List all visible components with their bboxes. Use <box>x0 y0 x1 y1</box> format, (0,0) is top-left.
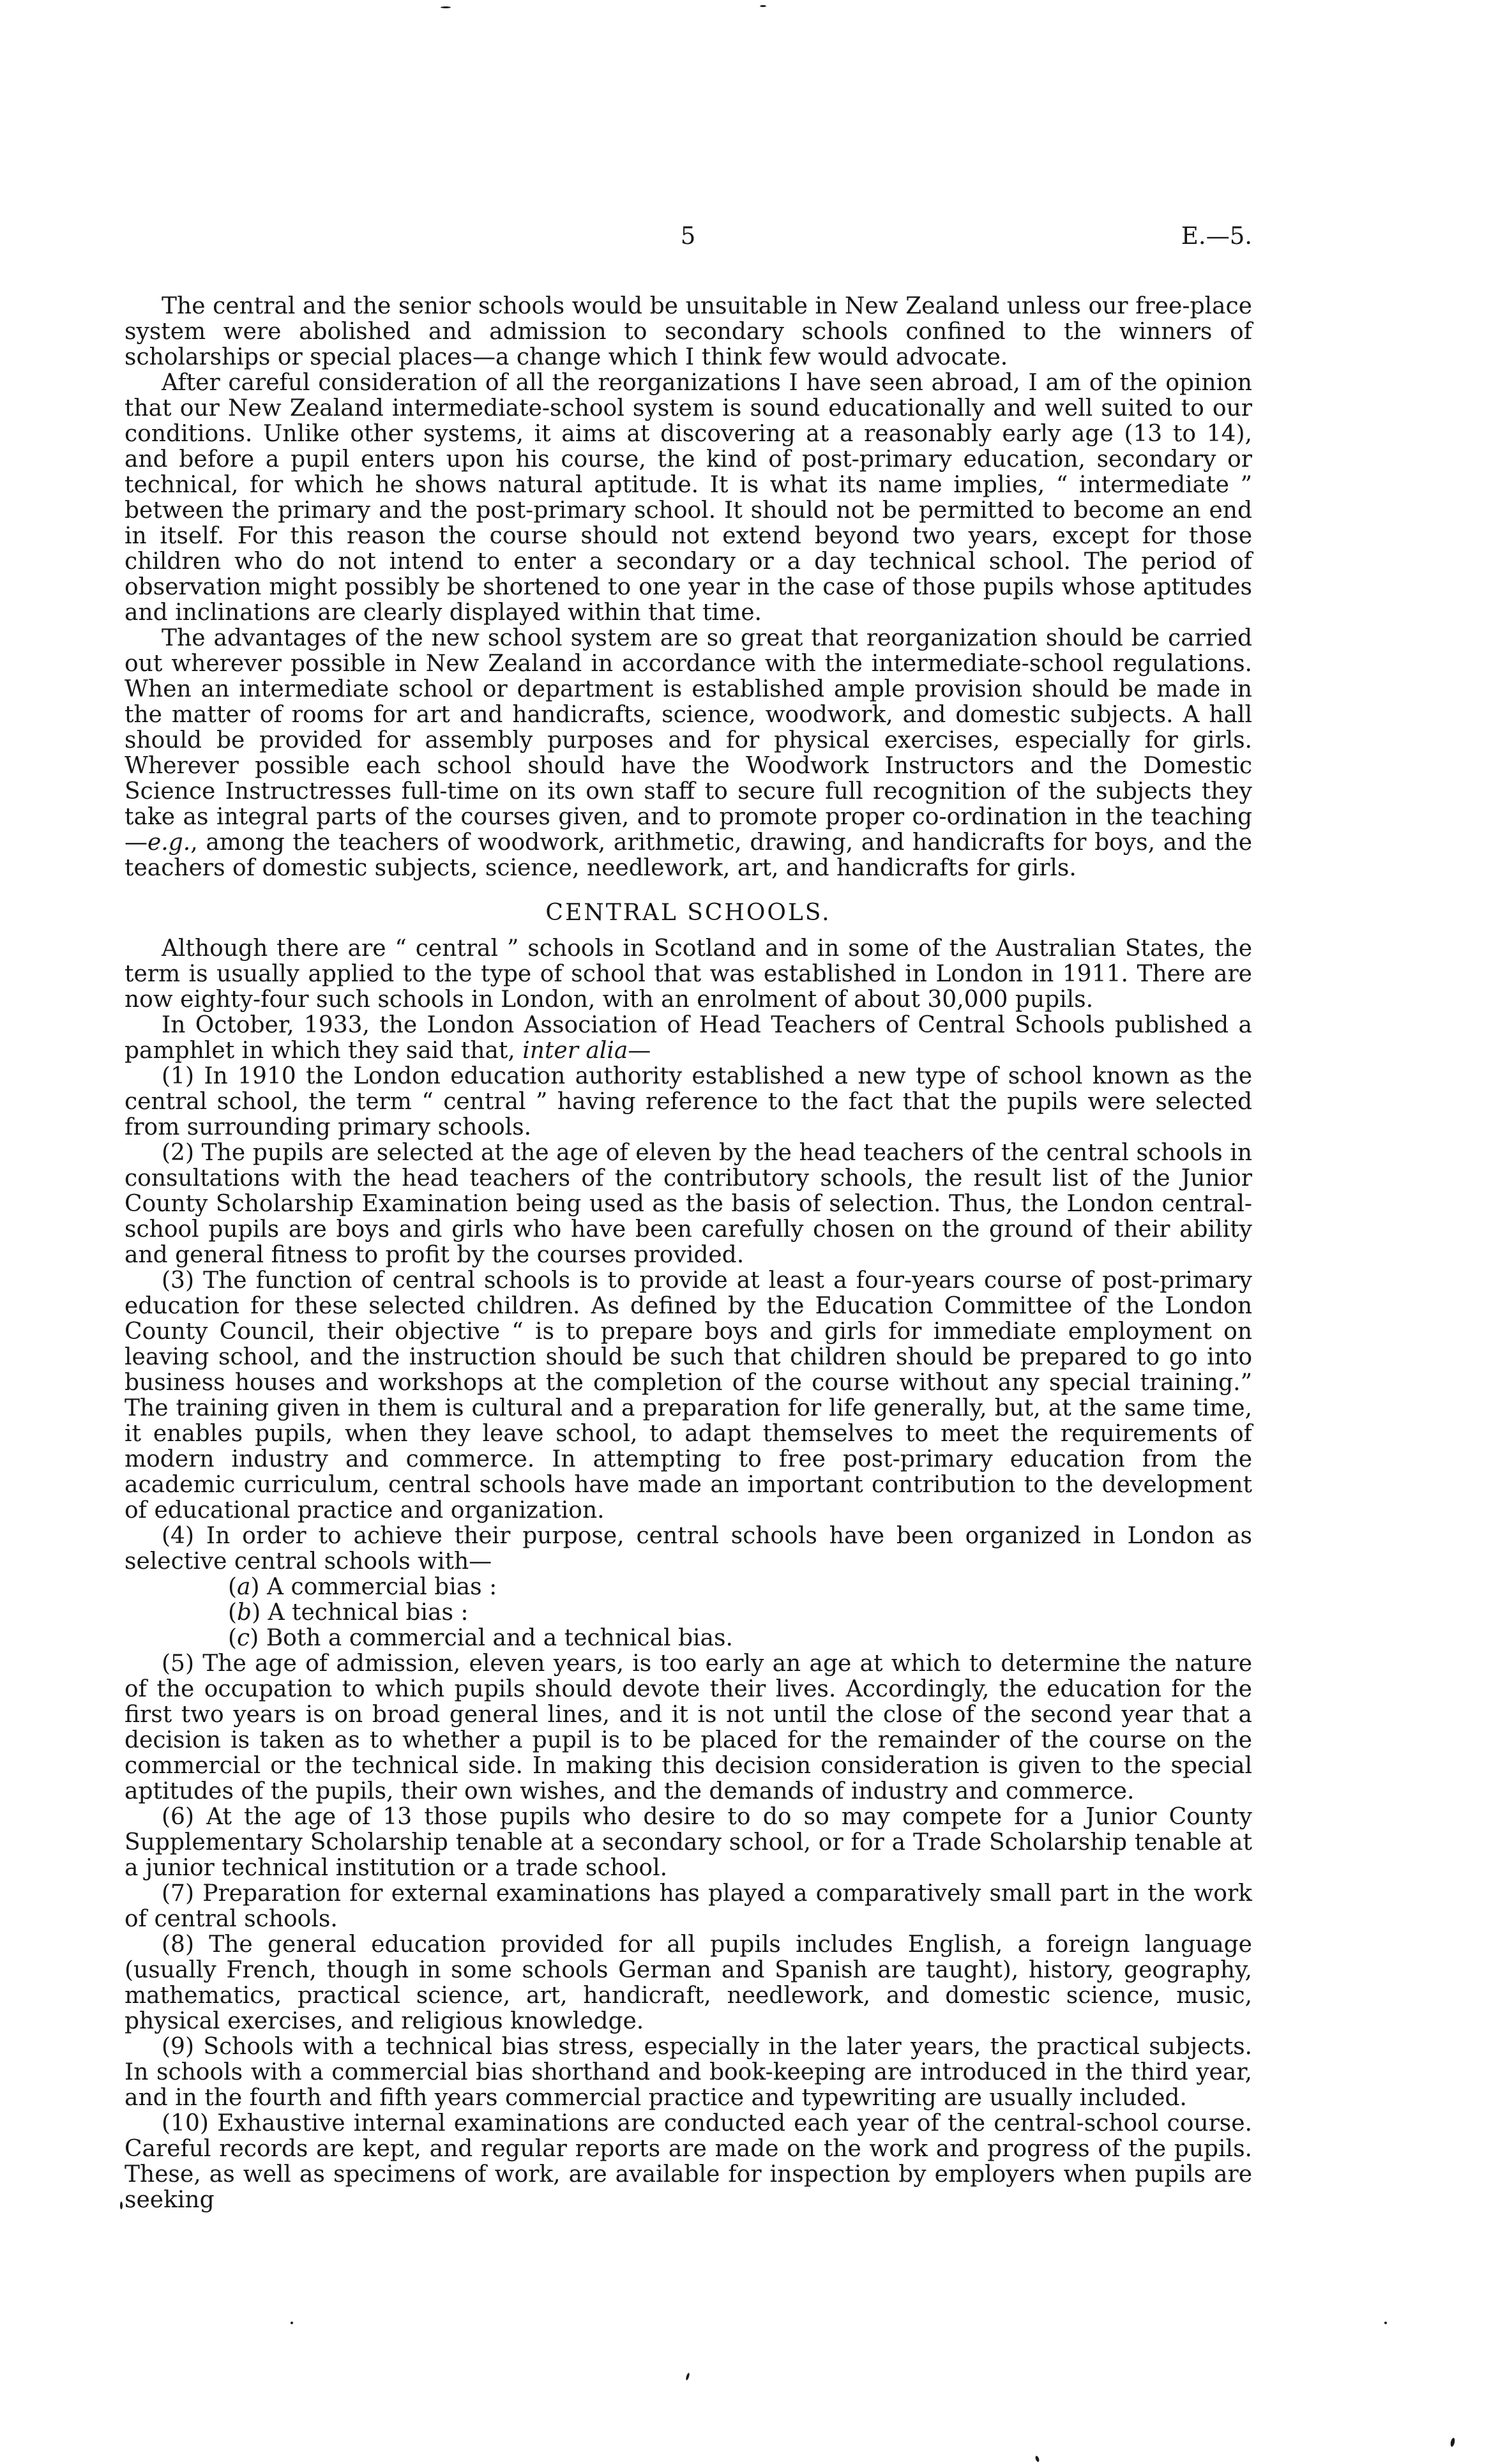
text-segment: Although there are “ central ” schools in Scotland and in some of the Australian States, the term is usually applied to the type of school that was established in London in 1911. There are now eighty-four such schools in London, with an enrolment of about 30,000 pupils. <box>125 935 1252 1013</box>
text-segment: inter alia <box>522 1038 628 1064</box>
text-segment: CENTRAL SCHOOLS. <box>545 900 831 926</box>
paragraph <box>125 370 1252 626</box>
text-block <box>125 0 1252 2213</box>
paragraph <box>125 1013 1252 1064</box>
document-reference: E.—5. <box>1181 222 1252 250</box>
list-item <box>125 1626 1252 1651</box>
paragraph <box>125 1881 1252 1932</box>
paragraph <box>125 1523 1252 1575</box>
text-segment: ) A commercial bias : <box>250 1574 497 1600</box>
section-heading <box>125 900 1252 926</box>
scan-speck <box>291 2322 293 2324</box>
text-segment: (10) Exhaustive internal examinations are conducted each year of the central-school course. Careful records are kept, and regular reports are made on the work and progress of the pupils. These, as well as specimens of work, are available for inspection by employers when pupils are seeking <box>125 2110 1252 2213</box>
text-segment: a <box>237 1574 251 1600</box>
scan-speck <box>685 2373 690 2381</box>
page-number: 5 <box>680 222 697 250</box>
paragraph <box>125 1268 1252 1523</box>
text-segment: (1) In 1910 the London education authority established a new type of school known as the central school, the term “ central ” having reference to the fact that the pupils were selected from surrounding primary schools. <box>125 1063 1252 1140</box>
paragraph <box>125 936 1252 1013</box>
scan-speck <box>441 6 451 8</box>
list-item <box>125 1600 1252 1626</box>
paragraph <box>125 1804 1252 1881</box>
paragraph <box>125 2034 1252 2111</box>
text-segment: , among the teachers of woodwork, arithmetic, drawing, and handicrafts for boys, and the teachers of domestic subjects, science, needlework, art, and handicrafts for girls. <box>125 829 1252 881</box>
text-segment: (5) The age of admission, eleven years, is too early an age at which to determine the nature of the occupation to which pupils should devote their lives. Accordingly, the education for the first two years is on broad general lines, and it is not until the close of the second year that a decision is taken as to whether a pupil is to be placed for the remainder of the course on the commercial or the technical side. In making this decision consideration is given to the special aptitudes of the pupils, their own wishes, and the demands of industry and commerce. <box>125 1651 1252 1804</box>
text-segment: ( <box>228 1599 238 1626</box>
list-item <box>125 1575 1252 1600</box>
page-header <box>125 222 1252 250</box>
text-segment: (4) In order to achieve their purpose, central schools have been organized in London as selective central schools with— <box>125 1523 1252 1575</box>
paragraph <box>125 1651 1252 1804</box>
text-segment: b <box>237 1599 252 1626</box>
text-segment: (8) The general education provided for all pupils includes English, a foreign language (usually French, though in some schools German and Spanish are taught), history, geography, mathematics, practical science, art, handicraft, needlework, and domestic science, music, physical exercises, and religious knowledge. <box>125 1931 1252 2034</box>
text-segment: (2) The pupils are selected at the age of eleven by the head teachers of the central schools in consultations with the head teachers of the contributory schools, the result list of the Junior County Scholarship Examination being used as the basis of selection. Thus, the London central-school pupils are boys and girls who have been carefully chosen on the ground of their ability and general fitness to profit by the courses provided. <box>125 1140 1252 1268</box>
scan-speck <box>1384 2322 1387 2324</box>
paragraph <box>125 1064 1252 1140</box>
paragraph <box>125 1140 1252 1268</box>
scan-speck <box>1034 2455 1040 2462</box>
text-segment: ) A technical bias : <box>252 1599 469 1626</box>
text-segment: e.g. <box>148 829 191 856</box>
text-segment: (7) Preparation for external examinations has played a comparatively small part in the work of central schools. <box>125 1880 1252 1932</box>
scan-speck <box>760 5 766 7</box>
text-segment: ) Both a commercial and a technical bias. <box>250 1625 733 1651</box>
text-segment: c <box>237 1625 250 1651</box>
scan-speck <box>1450 2438 1456 2447</box>
text-segment: (6) At the age of 13 those pupils who desire to do so may compete for a Junior County Supplementary Scholarship tenable at a secondary school, or for a Trade Scholarship tenable at a junior technical institution or a trade school. <box>125 1804 1252 1881</box>
text-segment: The advantages of the new school system are so great that reorganization should be carried out wherever possible in New Zealand in accordance with the intermediate-school regulations. When an intermediate school or department is established ample provision should be made in the matter of rooms for art and handicrafts, science, woodwork, and domestic subjects. A hall should be provided for assembly purposes and for physical exercises, especially for girls. Wherever possible each school should have the Woodwork Instructors and the Domestic Science Instructresses full-time on its own staff to secure full recognition of the subjects they take as integral parts of the courses given, and to promote proper co-ordination in the teaching— <box>125 625 1252 856</box>
paragraph <box>125 626 1252 881</box>
text-segment: (9) Schools with a technical bias stress, especially in the later years, the practical subjects. In schools with a commercial bias shorthand and book-keeping are introduced in the third year, and in the fourth and fifth years commercial practice and typewriting are usually included. <box>125 2034 1252 2111</box>
text-segment: — <box>628 1038 651 1064</box>
text-segment: ( <box>228 1574 238 1600</box>
scan-speck <box>120 2202 123 2209</box>
text-segment: After careful consideration of all the reorganizations I have seen abroad, I am of the opinion that our New Zealand intermediate-school system is sound educationally and well suited to our conditions. Unlike other systems, it aims at discovering at a reasonably early age (13 to 14), and before a pupil enters upon his course, the kind of post-primary education, secondary or technical, for which he shows natural aptitude. It is what its name implies, “ intermediate ” between the primary and the post-primary school. It should not be permitted to become an end in itself. For this reason the course should not extend beyond two years, except for those children who do not intend to enter a secondary or a day technical school. The period of observation might possibly be shortened to one year in the case of those pupils whose aptitudes and inclinations are clearly displayed within that time. <box>125 370 1252 626</box>
text-segment: In October, 1933, the London Association of Head Teachers of Central Schools published a pamphlet in which they said that, <box>125 1012 1252 1064</box>
text-segment: (3) The function of central schools is to provide at least a four-years course of post-primary education for these selected children. As defined by the Education Committee of the London County Council, their objective “ is to prepare boys and girls for immediate employment on leaving school, and the instruction should be such that children should be prepared to go into business houses and workshops at the completion of the course without any special training.” The training given in them is cultural and a preparation for life generally, but, at the same time, it enables pupils, when they leave school, to adapt themselves to meet the requirements of modern industry and commerce. In attempting to free post-primary education from the academic curriculum, central schools have made an important contribution to the development of educational practice and organization. <box>125 1267 1252 1523</box>
document-body <box>125 294 1252 2213</box>
paragraph <box>125 294 1252 370</box>
paragraph <box>125 2111 1252 2213</box>
text-segment: The central and the senior schools would be unsuitable in New Zealand unless our free-place system were abolished and admission to secondary schools confined to the winners of scholarships or special places—a change which I think few would advocate. <box>125 293 1252 370</box>
paragraph <box>125 1932 1252 2034</box>
text-segment: ( <box>228 1625 238 1651</box>
